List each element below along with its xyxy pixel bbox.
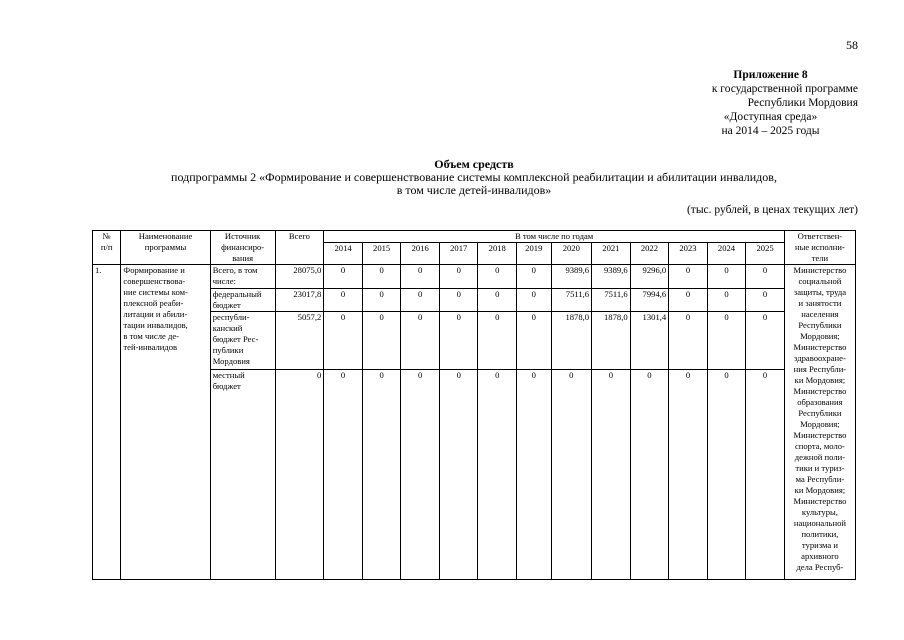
- header-row: [93, 231, 856, 243]
- year-header: 2023: [669, 243, 708, 265]
- year-value-cell: 0: [517, 312, 551, 370]
- year-value-cell: 7511,6: [551, 289, 592, 312]
- year-value-cell: 0: [362, 370, 401, 580]
- year-value-cell: 0: [324, 265, 363, 289]
- year-value-cell: 9389,6: [592, 265, 631, 289]
- year-value-cell: 0: [669, 289, 708, 312]
- year-value-cell: 0: [551, 370, 592, 580]
- year-value-cell: 0: [746, 370, 785, 580]
- year-value-cell: 0: [746, 265, 785, 289]
- year-value-cell: 7994,6: [630, 289, 669, 312]
- year-value-cell: 0: [401, 289, 440, 312]
- year-header: 2017: [439, 243, 478, 265]
- total-cell: 28075,0: [275, 265, 324, 289]
- header-source: Источник финансиро- вания: [210, 231, 275, 265]
- year-value-cell: 0: [669, 265, 708, 289]
- year-value-cell: 0: [746, 312, 785, 370]
- program-number: 1.: [93, 265, 121, 580]
- year-value-cell: 0: [401, 370, 440, 580]
- year-value-cell: 0: [324, 312, 363, 370]
- year-value-cell: 0: [517, 265, 551, 289]
- header-executors: Ответствен- ные исполни- тели: [784, 231, 855, 265]
- appendix-line: к государственной программе: [711, 83, 858, 95]
- funding-source: республи- канский бюджет Рес- публики Мордовия: [210, 312, 275, 370]
- year-value-cell: 0: [324, 370, 363, 580]
- year-value-cell: 0: [669, 370, 708, 580]
- year-value-cell: 0: [478, 265, 517, 289]
- heading-subtitle: в том числе детей-инвалидов»: [396, 183, 552, 197]
- year-header: 2016: [401, 243, 440, 265]
- year-value-cell: 0: [324, 289, 363, 312]
- year-value-cell: 0: [707, 265, 746, 289]
- heading-subtitle: подпрограммы 2 «Формирование и совершенствование системы комплексной реабилитации и абилитации инвалидов,: [171, 170, 777, 184]
- year-value-cell: 0: [401, 265, 440, 289]
- year-value-cell: 0: [517, 370, 551, 580]
- header-num: № п/п: [93, 231, 121, 265]
- year-header: 2025: [746, 243, 785, 265]
- funding-source: местный бюджет: [210, 370, 275, 580]
- year-value-cell: 0: [439, 312, 478, 370]
- year-value-cell: 0: [439, 265, 478, 289]
- total-cell: 0: [275, 370, 324, 580]
- total-cell: 23017,8: [275, 289, 324, 312]
- year-value-cell: 7511,6: [592, 289, 631, 312]
- header-by-years: В том числе по годам: [324, 231, 785, 243]
- year-header: 2022: [630, 243, 669, 265]
- year-value-cell: 0: [592, 370, 631, 580]
- appendix-line: на 2014 – 2025 годы: [721, 125, 820, 137]
- year-value-cell: 9296,0: [630, 265, 669, 289]
- appendix-block: [558, 68, 858, 138]
- year-value-cell: 0: [630, 370, 669, 580]
- year-value-cell: 9389,6: [551, 265, 592, 289]
- appendix-line: «Доступная среда»: [723, 111, 818, 123]
- table-row: [93, 265, 856, 289]
- year-value-cell: 0: [707, 312, 746, 370]
- year-header: 2020: [551, 243, 592, 265]
- year-value-cell: 0: [362, 289, 401, 312]
- total-cell: 5057,2: [275, 312, 324, 370]
- year-value-cell: 1878,0: [551, 312, 592, 370]
- year-header: 2021: [592, 243, 631, 265]
- header-name: Наименование программы: [121, 231, 210, 265]
- heading-title: Объем средств: [434, 157, 514, 171]
- year-header: 2019: [517, 243, 551, 265]
- units-note: (тыс. рублей, в ценах текущих лет): [686, 204, 858, 216]
- funding-source: Всего, в том числе:: [210, 265, 275, 289]
- year-value-cell: 0: [439, 289, 478, 312]
- document-heading: [0, 158, 904, 197]
- year-value-cell: 0: [401, 312, 440, 370]
- year-value-cell: 0: [707, 370, 746, 580]
- year-value-cell: 0: [517, 289, 551, 312]
- year-header: 2015: [362, 243, 401, 265]
- year-value-cell: 0: [478, 289, 517, 312]
- year-value-cell: 0: [478, 370, 517, 580]
- year-value-cell: 0: [478, 312, 517, 370]
- year-value-cell: 0: [669, 312, 708, 370]
- year-header: 2018: [478, 243, 517, 265]
- executors-cell: Министерство социальной защиты, труда и занятости населения Республики Мордовия; Министерство здравоохране- ния Республи- ки Мордовия; Министерство образования Республики Мордовия; Министерство спорта, моло- дежной поли- тики и туриз- ма Республи- ки Мордовия; Министерство культуры, национальной политики, туризма и архивного дела Респуб-: [784, 265, 855, 580]
- funding-table: [92, 230, 856, 580]
- year-value-cell: 1878,0: [592, 312, 631, 370]
- funding-source: федеральный бюджет: [210, 289, 275, 312]
- year-value-cell: 0: [362, 312, 401, 370]
- year-value-cell: 0: [362, 265, 401, 289]
- year-header: 2024: [707, 243, 746, 265]
- year-value-cell: 0: [746, 289, 785, 312]
- program-name: Формирование и совершенствова- ние системы ком- плексной реаби- литации и абили- тации инвалидов, в том числе де- тей-инвалидов: [121, 265, 210, 580]
- appendix-line: Республики Мордовия: [747, 97, 858, 109]
- appendix-title: Приложение 8: [733, 69, 808, 81]
- year-value-cell: 0: [707, 289, 746, 312]
- year-value-cell: 1301,4: [630, 312, 669, 370]
- header-total: Всего: [275, 231, 324, 265]
- year-value-cell: 0: [439, 370, 478, 580]
- page-number: 58: [846, 38, 858, 52]
- year-header: 2014: [324, 243, 363, 265]
